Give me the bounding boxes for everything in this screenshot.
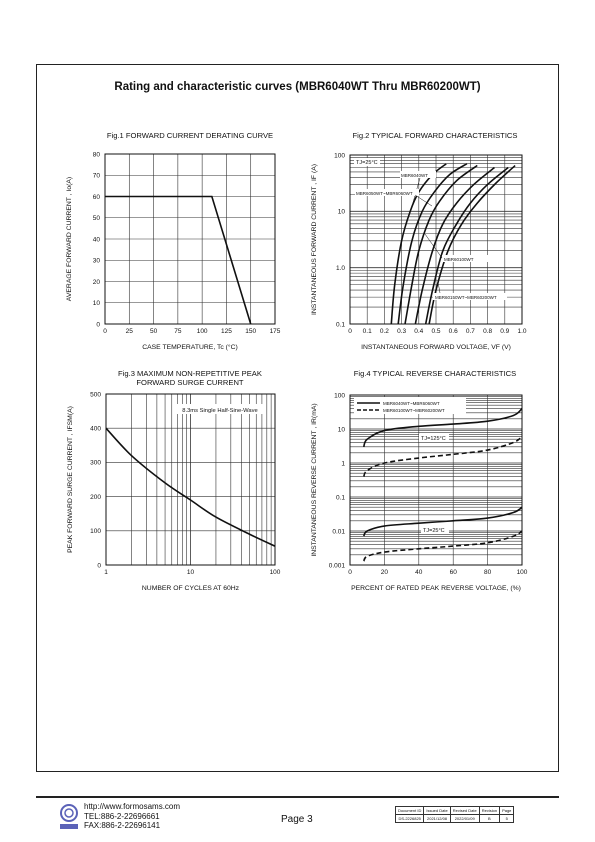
y-tick-label: 70 <box>92 172 100 180</box>
y-tick-label: 400 <box>90 425 101 433</box>
fig3-title-line1: Fig.3 MAXIMUM NON-REPETITIVE PEAK <box>118 369 262 378</box>
y-tick-label: 30 <box>92 257 100 265</box>
annotation-waveform: 8.3ms Single Half-Sine-Wave <box>182 408 258 414</box>
y-tick-label: 10 <box>337 208 345 216</box>
y-tick-label: 40 <box>92 236 100 244</box>
x-tick-label: 0.8 <box>483 328 493 335</box>
x-tick-label: 0.7 <box>465 328 475 335</box>
doc-header-cell: Revised Date <box>450 807 479 815</box>
annotation-tj: TJ=25°C <box>356 160 378 166</box>
footer-fax: FAX:886-2-22696141 <box>84 821 161 831</box>
y-tick-label: 1.0 <box>335 264 345 272</box>
y-tick-label: 1 <box>341 460 345 468</box>
y-tick-label: 100 <box>334 392 345 400</box>
annotation-tj25: TJ=25°C <box>423 528 445 534</box>
x-tick-label: 0.5 <box>431 328 441 335</box>
x-tick-label: 0 <box>348 569 352 576</box>
footer-url[interactable]: http://www.formosams.com <box>84 802 181 811</box>
page-number: Page 3 <box>281 814 313 825</box>
footer-contact <box>84 802 180 831</box>
x-tick-label: 80 <box>483 569 492 576</box>
y-tick-label: 100 <box>90 528 101 536</box>
y-tick-label: 100 <box>334 152 345 160</box>
y-tick-label: 200 <box>90 493 101 501</box>
document-info-table <box>395 806 514 823</box>
y-tick-label: 0.1 <box>335 494 345 502</box>
annotation-mbr60100: MBR60100WT <box>444 257 474 262</box>
x-tick-label: 150 <box>245 328 257 335</box>
annotation-leader <box>415 195 432 206</box>
x-tick-label: 0.9 <box>500 328 510 335</box>
x-tick-label: 100 <box>516 569 528 576</box>
y-axis-label: PEAK FORWARD SURGE CURRENT , IFSM(A) <box>67 406 74 553</box>
annotation-mbr6050: MBR6050WT~MBR6060WT <box>356 191 413 196</box>
doc-value-cell: DS-2226825 <box>396 815 424 823</box>
x-tick-label: 20 <box>380 569 389 576</box>
fig3-title-line2: FORWARD SURGE CURRENT <box>136 378 244 387</box>
chart-1 <box>105 154 275 324</box>
doc-header-cell: Revision <box>479 807 499 815</box>
x-tick-label: 1 <box>104 569 108 576</box>
formosa-logo <box>58 803 80 831</box>
x-tick-label: 0 <box>103 328 107 335</box>
x-tick-label: 125 <box>220 328 232 335</box>
annotation-tj125: TJ=125°C <box>421 436 446 442</box>
y-tick-label: 0.01 <box>332 528 345 536</box>
y-axis-label: INSTANTANEOUS REVERSE CURRENT , IR(mA) <box>311 403 318 557</box>
fig1-title: Fig.1 FORWARD CURRENT DERATING CURVE <box>106 131 274 140</box>
y-axis-label: AVERAGE FORWARD CURRENT , Io(A) <box>66 176 73 302</box>
x-tick-label: 100 <box>196 328 208 335</box>
y-tick-label: 0 <box>96 321 100 329</box>
y-tick-label: 0.1 <box>335 321 345 329</box>
series-line-4 <box>415 167 494 324</box>
doc-header-cell: Page <box>500 807 514 815</box>
x-tick-label: 50 <box>149 328 158 335</box>
annotation-leader <box>438 282 440 293</box>
footer-tel: TEL:886-2-22696661 <box>84 811 160 821</box>
doc-header-cell: Document ID <box>396 807 424 815</box>
legend-entry: MBR6040WT~MBR6060WT <box>383 401 440 406</box>
x-tick-label: 0.4 <box>414 328 424 335</box>
chart-3 <box>106 394 275 565</box>
x-tick-label: 10 <box>186 569 195 576</box>
annotation-leader <box>425 234 442 258</box>
x-tick-label: 60 <box>449 569 457 576</box>
y-tick-label: 0.001 <box>328 562 345 570</box>
annotation-mbr60150: MBR60150WT~MBR60200WT <box>435 295 497 300</box>
x-tick-label: 0 <box>348 328 352 335</box>
x-axis-label: INSTANTANEOUS FORWARD VOLTAGE, VF (V) <box>361 344 511 351</box>
y-tick-label: 50 <box>92 215 100 223</box>
doc-value-cell: 2021/12/08 <box>424 815 450 823</box>
y-axis-label: INSTANTANEOUS FORWARD CURRENT , IF (A) <box>311 163 318 316</box>
fig2-title: Fig.2 TYPICAL FORWARD CHARACTERISTICS <box>352 131 518 140</box>
x-axis-label: PERCENT OF RATED PEAK REVERSE VOLTAGE, (%) <box>351 585 521 592</box>
y-tick-label: 20 <box>92 278 100 286</box>
doc-value-cell: 5 <box>500 815 514 823</box>
y-tick-label: 80 <box>92 151 100 159</box>
x-tick-label: 75 <box>174 328 182 335</box>
page-title: Rating and characteristic curves (MBR6040WT Thru MBR60200WT) <box>114 81 481 93</box>
y-tick-label: 300 <box>90 459 101 467</box>
x-tick-label: 0.1 <box>362 328 372 335</box>
x-tick-label: 25 <box>125 328 133 335</box>
y-tick-label: 60 <box>92 193 100 201</box>
series-line-4 <box>364 531 522 561</box>
y-tick-label: 0 <box>97 562 101 570</box>
y-tick-label: 10 <box>337 426 345 434</box>
x-tick-label: 0.3 <box>397 328 407 335</box>
x-axis-label: NUMBER OF CYCLES AT 60Hz <box>141 585 240 592</box>
x-axis-label: CASE TEMPERATURE, Tc (°C) <box>142 344 238 351</box>
doc-value-row <box>396 815 514 823</box>
x-tick-label: 0.2 <box>379 328 389 335</box>
doc-value-cell: 2022/01/09 <box>450 815 479 823</box>
footer-rule <box>36 796 559 798</box>
doc-value-cell: B <box>479 815 499 823</box>
chart-4 <box>350 395 522 565</box>
x-tick-label: 0.6 <box>448 328 458 335</box>
doc-header-cell: Issued Date <box>424 807 450 815</box>
x-tick-label: 40 <box>415 569 423 576</box>
doc-header-row <box>396 807 514 815</box>
annotation-mbr6040: MBR6040WT <box>401 173 429 178</box>
x-tick-label: 175 <box>269 328 281 335</box>
y-tick-label: 10 <box>92 300 100 308</box>
y-tick-label: 500 <box>90 391 101 399</box>
series-line-6 <box>429 166 515 324</box>
x-tick-label: 100 <box>269 569 281 576</box>
legend-entry: MBR60100WT~MBR60200WT <box>383 408 445 413</box>
fig4-title: Fig.4 TYPICAL REVERSE CHARACTERISTICS <box>353 369 517 378</box>
x-tick-label: 1.0 <box>517 328 527 335</box>
